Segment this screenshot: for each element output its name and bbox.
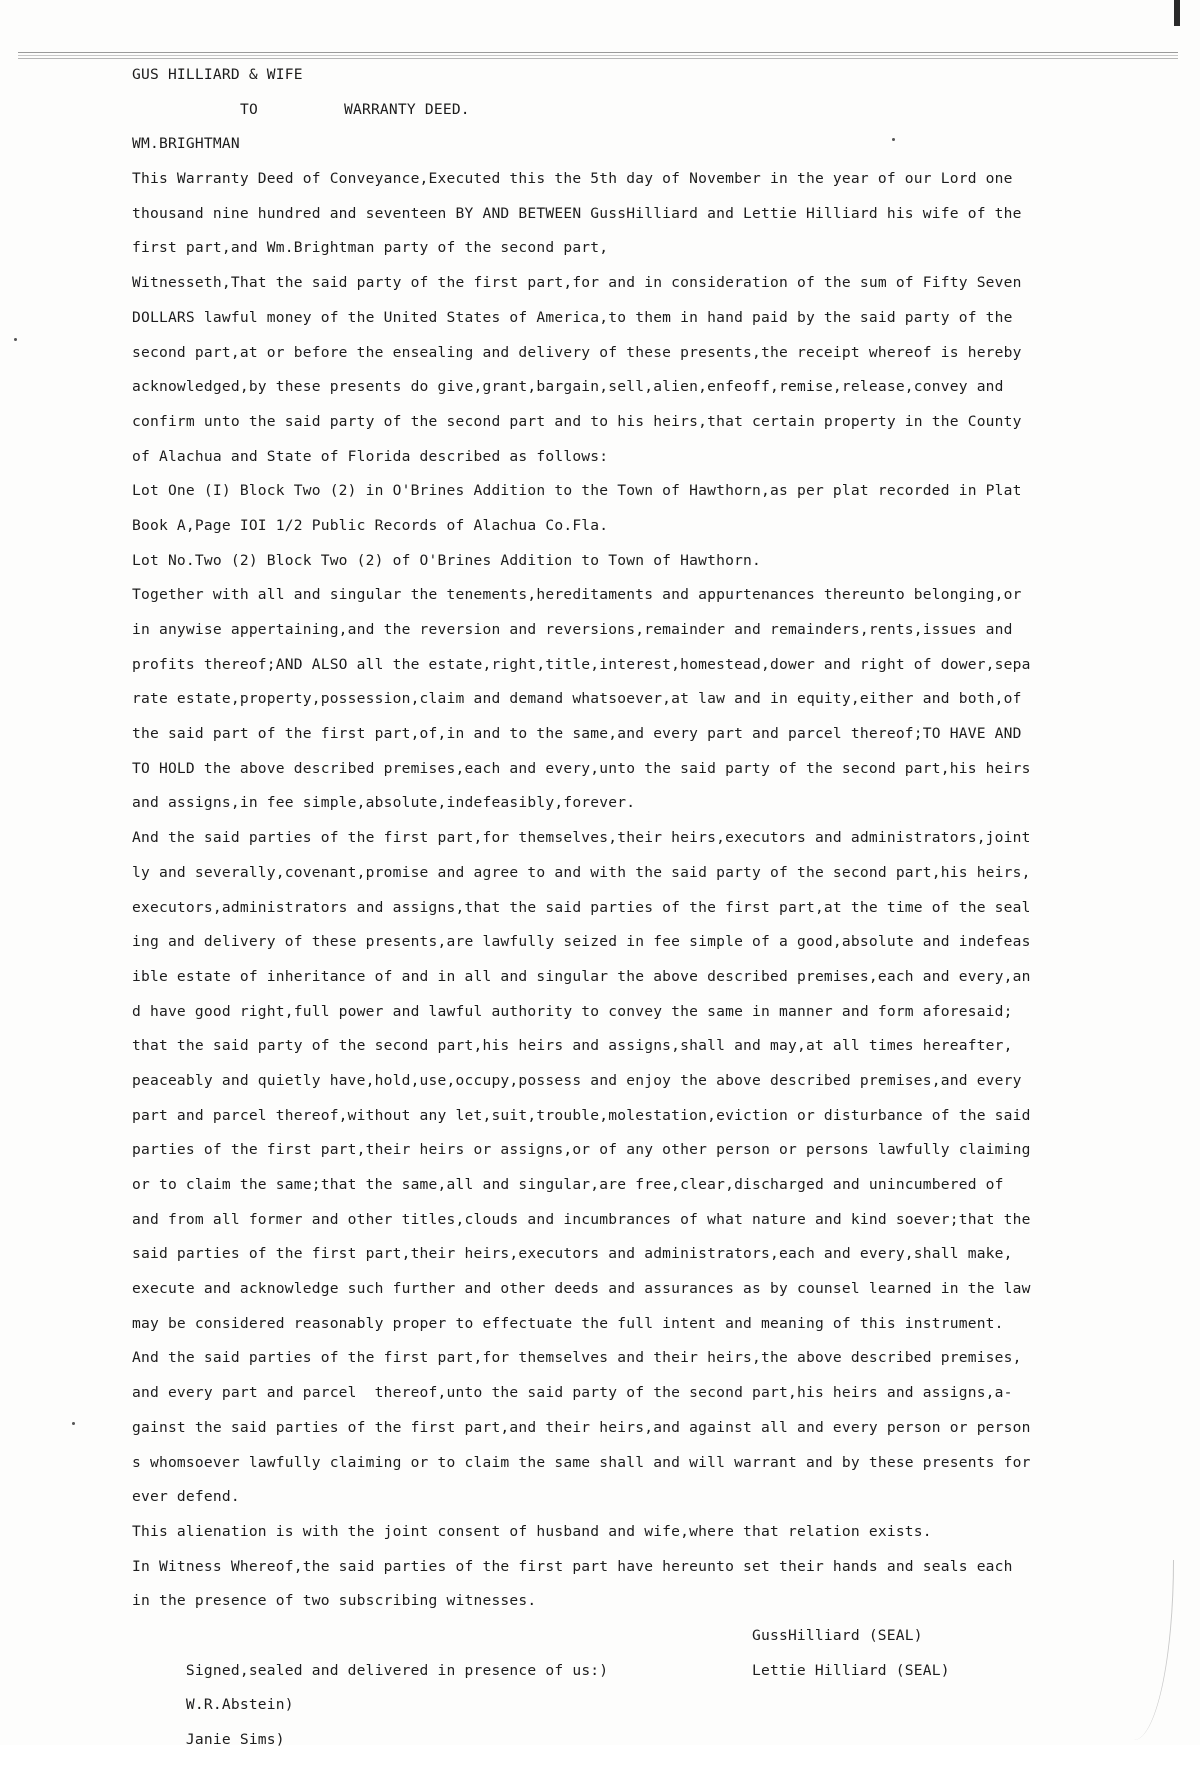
deed-body-line: ever defend.	[132, 1488, 240, 1506]
deed-body-line: Book A,Page IOI 1/2 Public Records of Alachua Co.Fla.	[132, 516, 609, 534]
deed-body-line: executors,administrators and assigns,that the said parties of the first part,at the time of the seal	[132, 898, 1031, 916]
deed-body-line: And the said parties of the first part,for themselves and their heirs,the above described premises,	[132, 1349, 1022, 1367]
deed-body-line: parties of the first part,their heirs or assigns,or of any other person or persons lawfully claiming	[132, 1141, 1031, 1159]
speck	[72, 1422, 75, 1425]
deed-body-line: Lot No.Two (2) Block Two (2) of O'Brines Addition to Town of Hawthorn.	[132, 551, 762, 569]
signature-row-2	[132, 1654, 1172, 1714]
deed-body-line: in anywise appertaining,and the reversion and reversions,remainder and remainders,rents,issues and	[132, 621, 1013, 638]
deed-body-line: execute and acknowledge such further and other deeds and assurances as by counsel learned in the law	[132, 1280, 1031, 1298]
deed-body-line: and every part and parcel thereof,unto the said party of the second part,his heirs and assigns,a-	[132, 1384, 1013, 1402]
grantor-signature-2: Lettie Hilliard (SEAL)	[752, 1661, 950, 1679]
deed-body-line: in the presence of two subscribing witnesses.	[132, 1592, 537, 1610]
corner-mark	[1174, 0, 1180, 26]
deed-body-line: first part,and Wm.Brightman party of the second part,	[132, 239, 609, 257]
deed-body-line: d have good right,full power and lawful authority to convey the same in manner and form aforesaid;	[132, 1002, 1013, 1020]
deed-body-line: Witnesseth,That the said party of the first part,for and in consideration of the sum of Fifty Seven	[132, 274, 1022, 292]
deed-body-line: And the said parties of the first part,for themselves,their heirs,executors and administrators,joint	[132, 829, 1031, 847]
grantor-signature-1: GussHilliard (SEAL)	[752, 1626, 923, 1644]
deed-text	[132, 58, 1172, 1749]
deed-body-line: may be considered reasonably proper to effectuate the full intent and meaning of this instrument.	[132, 1314, 1004, 1332]
deed-body-line: part and parcel thereof,without any let,suit,trouble,molestation,eviction or disturbance of the said	[132, 1106, 1031, 1124]
signature-row-3	[132, 1688, 1172, 1749]
deed-body-line: This alienation is with the joint consent of husband and wife,where that relation exists.	[132, 1522, 932, 1540]
document-type: WARRANTY DEED.	[343, 100, 470, 118]
deed-body-line: that the said party of the second part,his heirs and assigns,shall and may,at all times hereafter,	[132, 1037, 1013, 1055]
deed-body-line: of Alachua and State of Florida described as follows:	[132, 447, 609, 465]
deed-body-line: confirm unto the said party of the second part and to his heirs,that certain property in the County	[132, 412, 1022, 430]
deed-body-line: acknowledged,by these presents do give,grant,bargain,sell,alien,enfeoff,remise,release,convey and	[132, 378, 1004, 396]
deed-body-line: s whomsoever lawfully claiming or to claim the same shall and will warrant and by these presents for	[132, 1453, 1031, 1471]
witness-intro: Signed,sealed and delivered in presence of us:)	[185, 1661, 609, 1679]
deed-body-line: This Warranty Deed of Conveyance,Executed this the 5th day of November in the year of our Lord one	[132, 170, 1013, 188]
deed-body-line: thousand nine hundred and seventeen BY AND BETWEEN GussHilliard and Lettie Hilliard his wife of the	[132, 204, 1022, 222]
deed-body-line: rate estate,property,possession,claim and demand whatsoever,at law and in equity,either and both,of	[132, 690, 1022, 708]
to-label: TO	[240, 100, 258, 118]
deed-body-line: ly and severally,covenant,promise and agree to and with the said party of the second part,his heirs,	[132, 863, 1031, 881]
deed-body-line: second part,at or before the ensealing and delivery of these presents,the receipt whereof is hereby	[132, 343, 1022, 361]
deed-body-line: gainst the said parties of the first part,and their heirs,and against all and every person or person	[132, 1418, 1031, 1436]
witness-signature-1: W.R.Abstein)	[185, 1696, 294, 1714]
deed-body-line: said parties of the first part,their heirs,executors and administrators,each and every,shall make,	[132, 1245, 1013, 1263]
speck	[892, 138, 895, 141]
title-line	[132, 93, 1172, 128]
deed-body-line: or to claim the same;that the same,all and singular,are free,clear,discharged and unincumbered of	[132, 1176, 1004, 1193]
grantor-heading: GUS HILLIARD & WIFE	[132, 66, 303, 83]
deed-body-line: Lot One (I) Block Two (2) in O'Brines Addition to the Town of Hawthorn,as per plat recorded in Plat	[132, 482, 1022, 500]
grantee-heading: WM.BRIGHTMAN	[132, 135, 240, 153]
deed-body-line: the said part of the first part,of,in and to the same,and every part and parcel thereof;TO HAVE AND	[132, 725, 1022, 743]
deed-body-line: TO HOLD the above described premises,each and every,unto the said party of the second part,his heirs	[132, 759, 1031, 777]
deed-body-line: and from all former and other titles,clouds and incumbrances of what nature and kind soever;that the	[132, 1210, 1031, 1228]
witness-signature-2: Janie Sims)	[185, 1731, 285, 1749]
deed-body-line: Together with all and singular the tenements,hereditaments and appurtenances thereunto belonging,or	[132, 586, 1022, 604]
deed-body	[132, 162, 1172, 1619]
deed-body-line: DOLLARS lawful money of the United States of America,to them in hand paid by the said party of the	[132, 308, 1013, 326]
deed-body-line: ible estate of inheritance of and in all and singular the above described premises,each and every,an	[132, 967, 1031, 985]
deed-body-line: ing and delivery of these presents,are lawfully seized in fee simple of a good,absolute and indefeas	[132, 933, 1031, 951]
deed-body-line: and assigns,in fee simple,absolute,indefeasibly,forever.	[132, 794, 636, 812]
speck	[14, 338, 17, 341]
deed-body-line: peaceably and quietly have,hold,use,occupy,possess and enjoy the above described premises,and every	[132, 1071, 1022, 1089]
deed-body-line: In Witness Whereof,the said parties of the first part have hereunto set their hands and seals each	[132, 1557, 1013, 1575]
deed-body-line: profits thereof;AND ALSO all the estate,right,title,interest,homestead,dower and right of dower,sepa	[132, 655, 1031, 673]
